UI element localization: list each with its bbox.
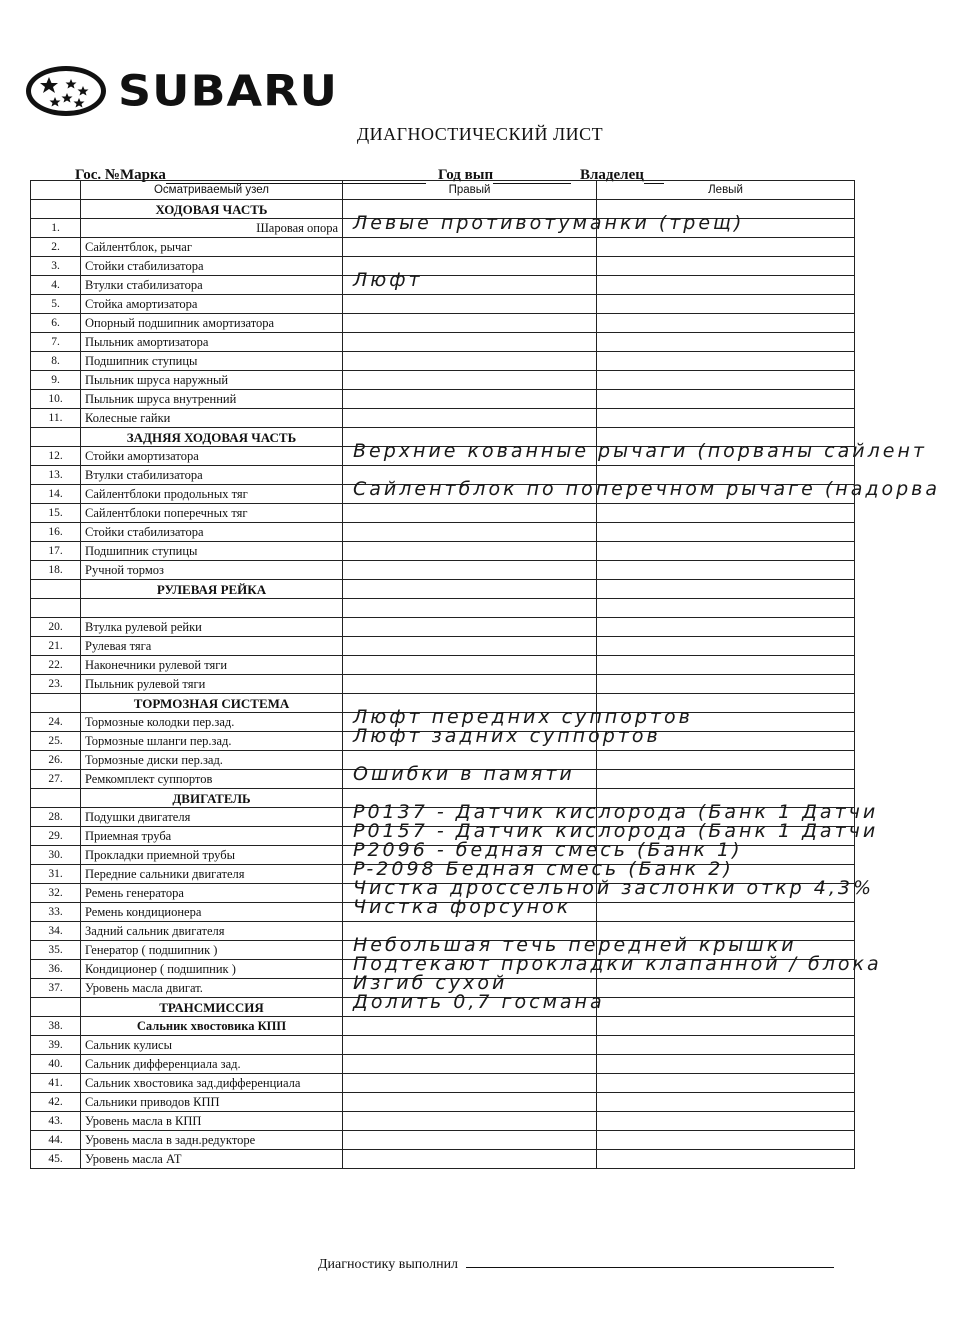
subaru-wordmark: SUBARU [118,66,338,116]
right-cell[interactable] [343,896,597,922]
table-row [31,485,855,504]
right-cell[interactable] [343,371,597,390]
plate-brand-label: Гос. №Марка [75,167,166,183]
unit-name: Пыльник амортизатора [81,333,343,352]
right-cell[interactable] [343,839,743,865]
left-cell[interactable] [597,295,855,314]
handwritten-note: P0137 - Датчик кислорода (Банк 1 Датчи [353,801,879,823]
table-row [31,390,855,409]
right-cell[interactable] [343,656,597,675]
row-number: 29. [31,827,81,846]
unit-name: Подушки двигателя [81,808,343,827]
handwritten-note: Изгиб сухой [353,972,508,994]
right-cell[interactable] [343,390,597,409]
left-cell[interactable] [597,770,855,789]
row-number: 18. [31,561,81,580]
section-title: ЗАДНЯЯ ХОДОВАЯ ЧАСТЬ [81,428,343,447]
right-cell[interactable] [343,295,597,314]
section-num-cell [31,789,81,808]
row-number: 8. [31,352,81,371]
left-cell[interactable] [597,1150,855,1169]
handwritten-note: P-2098 Бедная смесь (Банк 2) [353,858,734,880]
row-number: 41. [31,1074,81,1093]
table-row [31,770,855,789]
right-cell[interactable] [343,877,875,903]
unit-name: Подшипник ступицы [81,542,343,561]
left-cell[interactable] [597,713,855,732]
unit-name: Пыльник шруса внутренний [81,390,343,409]
unit-name: Стойки стабилизатора [81,257,343,276]
right-cell[interactable] [343,1150,597,1169]
table-row [31,352,855,371]
section-title: ТОРМОЗНАЯ СИСТЕМА [81,694,343,713]
left-cell[interactable] [597,371,855,390]
table-row [31,732,855,751]
unit-name: Сайлентблоки продольных тяг [81,485,343,504]
left-cell[interactable] [597,979,855,998]
table-row [31,1055,855,1074]
right-cell[interactable] [343,238,597,257]
handwritten-note: Небольшая течь передней крышки [353,934,797,956]
table-row [31,1017,855,1036]
left-cell[interactable] [597,1017,855,1036]
handwritten-note: Подтекают прокладки клапанной / блока [353,953,882,975]
table-row [31,960,855,979]
section-num-cell [31,998,81,1017]
right-cell[interactable] [343,478,941,504]
unit-name: Стойки стабилизатора [81,523,343,542]
handwritten-note: Сайлентблок по поперечном рычаге (надорва [353,478,941,500]
right-cell[interactable] [343,561,597,580]
right-cell[interactable] [343,269,597,295]
table-row [31,1150,855,1169]
unit-name: Стойка амортизатора [81,295,343,314]
handwritten-note: Люфт передних суппортов [353,706,693,728]
left-cell[interactable] [597,1131,855,1150]
right-cell[interactable] [343,466,597,485]
table-row [31,219,855,238]
row-number [31,599,81,618]
section-row [31,789,855,808]
left-cell[interactable] [597,428,855,447]
row-number: 37. [31,979,81,998]
left-cell[interactable] [597,618,855,637]
unit-name: Уровень масла АТ [81,1150,343,1169]
table-row [31,751,855,770]
row-number: 13. [31,466,81,485]
row-number: 14. [31,485,81,504]
row-number: 43. [31,1112,81,1131]
right-cell[interactable] [343,333,597,352]
row-number: 31. [31,865,81,884]
right-cell[interactable] [343,580,597,599]
left-cell[interactable] [597,219,855,238]
unit-name: Стойки амортизатора [81,447,343,466]
unit-name: Сайлентблок, рычаг [81,238,343,257]
handwritten-note: Долить 0,7 госмана [353,991,605,1013]
table-row [31,561,855,580]
left-cell[interactable] [597,238,855,257]
right-cell[interactable] [343,314,597,333]
section-row [31,428,855,447]
unit-name: Пыльник рулевой тяги [81,675,343,694]
left-cell[interactable] [597,466,855,485]
unit-name: Тормозные диски пер.зад. [81,751,343,770]
row-number: 36. [31,960,81,979]
left-cell[interactable] [597,732,855,751]
left-cell[interactable] [597,656,855,675]
row-number: 38. [31,1017,81,1036]
table-row [31,333,855,352]
table-row [31,865,855,884]
table-row [31,314,855,333]
section-num-cell [31,428,81,447]
left-cell[interactable] [597,314,855,333]
table-row [31,371,855,390]
right-cell[interactable] [343,801,879,827]
section-title: ДВИГАТЕЛЬ [81,789,343,808]
table-row [31,922,855,941]
table-row [31,846,855,865]
row-number: 27. [31,770,81,789]
right-cell[interactable] [343,972,597,998]
unit-name: Уровень масла в задн.редукторе [81,1131,343,1150]
left-cell[interactable] [597,789,855,808]
row-number: 4. [31,276,81,295]
row-number: 21. [31,637,81,656]
row-number: 5. [31,295,81,314]
table-row [31,675,855,694]
unit-name: Ремкомплект суппортов [81,770,343,789]
row-number: 9. [31,371,81,390]
right-cell[interactable] [343,1055,597,1074]
section-title: ХОДОВАЯ ЧАСТЬ [81,200,343,219]
row-number: 45. [31,1150,81,1169]
subaru-stars-icon [26,66,106,116]
unit-name: Шаровая опора [81,219,343,238]
header-right: Правый [343,181,597,200]
row-number: 39. [31,1036,81,1055]
left-cell[interactable] [597,485,855,504]
unit-name: Тормозные колодки пер.зад. [81,713,343,732]
unit-name: Сальник кулисы [81,1036,343,1055]
left-cell[interactable] [597,1093,855,1112]
unit-name: Ремень кондиционера [81,903,343,922]
right-cell[interactable] [343,1036,597,1055]
table-row [31,1074,855,1093]
section-row [31,998,855,1017]
table-row [31,713,855,732]
left-cell[interactable] [597,409,855,428]
section-title: РУЛЕВАЯ РЕЙКА [81,580,343,599]
table-row [31,276,855,295]
table-row [31,1112,855,1131]
left-cell[interactable] [597,447,855,466]
row-number: 20. [31,618,81,637]
subaru-logo [26,64,338,118]
handwritten-note: Люфт [353,269,423,291]
row-number: 23. [31,675,81,694]
left-cell[interactable] [597,504,855,523]
right-cell[interactable] [343,409,597,428]
unit-name: Втулки стабилизатора [81,466,343,485]
unit-name: Генератор ( подшипник ) [81,941,343,960]
table-row [31,466,855,485]
left-cell[interactable] [597,675,855,694]
row-number: 34. [31,922,81,941]
performed-by-field[interactable] [318,1255,834,1273]
table-row [31,903,855,922]
row-number: 28. [31,808,81,827]
unit-name: Ремень генератора [81,884,343,903]
section-row [31,200,855,219]
handwritten-note: P2096 - бедная смесь (Банк 1) [353,839,743,861]
left-cell[interactable] [597,561,855,580]
table-row [31,884,855,903]
left-cell[interactable] [597,333,855,352]
handwritten-note: Верхние кованные рычаги (порваны сайлент [353,440,927,462]
left-cell[interactable] [597,390,855,409]
header-unit: Осматриваемый узел [81,181,343,200]
section-row [31,694,855,713]
right-cell[interactable] [343,858,734,884]
unit-name: Передние сальники двигателя [81,865,343,884]
right-cell[interactable] [343,542,597,561]
left-cell[interactable] [597,542,855,561]
left-cell[interactable] [597,599,855,618]
row-number: 16. [31,523,81,542]
table-row [31,808,855,827]
unit-name: Сальники приводов КПП [81,1093,343,1112]
row-number: 10. [31,390,81,409]
unit-name: Тормозные шланги пер.зад. [81,732,343,751]
header-left: Левый [597,181,855,200]
table-row [31,1036,855,1055]
section-num-cell [31,200,81,219]
header-num-cell [31,181,81,200]
left-cell[interactable] [597,580,855,599]
unit-name: Уровень масла двигат. [81,979,343,998]
right-cell[interactable] [343,257,597,276]
left-cell[interactable] [597,523,855,542]
right-cell[interactable] [343,440,927,466]
right-cell[interactable] [343,789,597,808]
left-cell[interactable] [597,200,855,219]
row-number: 7. [31,333,81,352]
right-cell[interactable] [343,725,661,751]
handwritten-note: Люфт задних суппортов [353,725,661,747]
unit-name: Сальник дифференциала зад. [81,1055,343,1074]
unit-name: Уровень масла в КПП [81,1112,343,1131]
row-number: 25. [31,732,81,751]
right-cell[interactable] [343,953,882,979]
right-cell[interactable] [343,694,597,713]
row-number: 12. [31,447,81,466]
unit-name: Приемная труба [81,827,343,846]
unit-name: Сальник хвостовика КПП [81,1017,343,1036]
row-number: 26. [31,751,81,770]
unit-name: Сальник хвостовика зад.дифференциала [81,1074,343,1093]
right-cell[interactable] [343,1131,597,1150]
left-cell[interactable] [597,941,855,960]
document-title: ДИАГНОСТИЧЕСКИЙ ЛИСТ [356,124,604,144]
owner-label: Владелец [580,167,644,183]
table-row [31,941,855,960]
table-row [31,238,855,257]
handwritten-note: P0157 - Датчик кислорода (Банк 1 Датчи [353,820,879,842]
left-cell[interactable] [597,865,855,884]
row-number: 17. [31,542,81,561]
right-cell[interactable] [343,675,597,694]
section-num-cell [31,580,81,599]
table-row [31,295,855,314]
table-row [31,409,855,428]
right-cell[interactable] [343,637,597,656]
unit-name: Рулевая тяга [81,637,343,656]
performed-by-label: Диагностику выполнил [318,1257,459,1272]
handwritten-note: Чистка форсунок [353,896,572,918]
left-cell[interactable] [597,257,855,276]
table-row [31,656,855,675]
handwritten-note: Левые противотуманки (трещ) [353,212,745,234]
left-cell[interactable] [597,884,855,903]
right-cell[interactable] [343,599,597,618]
table-row [31,523,855,542]
row-number: 3. [31,257,81,276]
left-cell[interactable] [597,903,855,922]
unit-name: Наконечники рулевой тяги [81,656,343,675]
right-cell[interactable] [343,618,597,637]
left-cell[interactable] [597,637,855,656]
table-row [31,447,855,466]
row-number: 1. [31,219,81,238]
row-number: 35. [31,941,81,960]
left-cell[interactable] [597,1112,855,1131]
unit-name: Прокладки приемной трубы [81,846,343,865]
table-row [31,979,855,998]
row-number: 24. [31,713,81,732]
left-cell[interactable] [597,1036,855,1055]
left-cell[interactable] [597,808,855,827]
year-label: Год вып [438,167,494,183]
right-cell[interactable] [343,820,879,846]
right-cell[interactable] [343,1017,597,1036]
right-cell[interactable] [343,934,797,960]
right-cell[interactable] [343,200,597,219]
unit-name [81,599,343,618]
row-number: 15. [31,504,81,523]
right-cell[interactable] [343,751,597,770]
row-number: 22. [31,656,81,675]
right-cell[interactable] [343,706,693,732]
table-row [31,1093,855,1112]
right-cell[interactable] [343,504,597,523]
unit-name: Сайлентблоки поперечных тяг [81,504,343,523]
table-row [31,827,855,846]
left-cell[interactable] [597,352,855,371]
row-number: 11. [31,409,81,428]
table-row [31,1131,855,1150]
diagnostic-table [30,180,941,1169]
table-row [31,618,855,637]
handwritten-note: Чистка дроссельной заслонки откр 4,3% [353,877,875,899]
row-number: 44. [31,1131,81,1150]
left-cell[interactable] [597,276,855,295]
right-cell[interactable] [343,1074,597,1093]
unit-name: Опорный подшипник амортизатора [81,314,343,333]
right-cell[interactable] [343,991,605,1017]
right-cell[interactable] [343,1093,597,1112]
row-number: 2. [31,238,81,257]
row-number: 33. [31,903,81,922]
right-cell[interactable] [343,428,597,447]
left-cell[interactable] [597,922,855,941]
row-number: 32. [31,884,81,903]
unit-name: Колесные гайки [81,409,343,428]
left-cell[interactable] [597,846,855,865]
row-number: 42. [31,1093,81,1112]
right-cell[interactable] [343,212,745,238]
table-header-row [31,181,855,200]
table-row [31,504,855,523]
right-cell[interactable] [343,523,597,542]
unit-name: Кондиционер ( подшипник ) [81,960,343,979]
handwritten-note: Ошибки в памяти [353,763,575,785]
unit-name: Пыльник шруса наружный [81,371,343,390]
left-cell[interactable] [597,751,855,770]
table-row [31,599,855,618]
section-num-cell [31,694,81,713]
left-cell[interactable] [597,960,855,979]
right-cell[interactable] [343,763,597,789]
row-number: 30. [31,846,81,865]
unit-name: Втулки стабилизатора [81,276,343,295]
table-row [31,637,855,656]
right-cell[interactable] [343,1112,597,1131]
table-row [31,257,855,276]
unit-name: Ручной тормоз [81,561,343,580]
section-title: ТРАНСМИССИЯ [81,998,343,1017]
table-row [31,542,855,561]
unit-name: Подшипник ступицы [81,352,343,371]
right-cell[interactable] [343,352,597,371]
left-cell[interactable] [597,1074,855,1093]
left-cell[interactable] [597,1055,855,1074]
left-cell[interactable] [597,694,855,713]
left-cell[interactable] [597,827,855,846]
section-row [31,580,855,599]
right-cell[interactable] [343,922,597,941]
unit-name: Втулка рулевой рейки [81,618,343,637]
unit-name: Задний сальник двигателя [81,922,343,941]
row-number: 6. [31,314,81,333]
left-cell[interactable] [597,998,855,1017]
row-number: 40. [31,1055,81,1074]
